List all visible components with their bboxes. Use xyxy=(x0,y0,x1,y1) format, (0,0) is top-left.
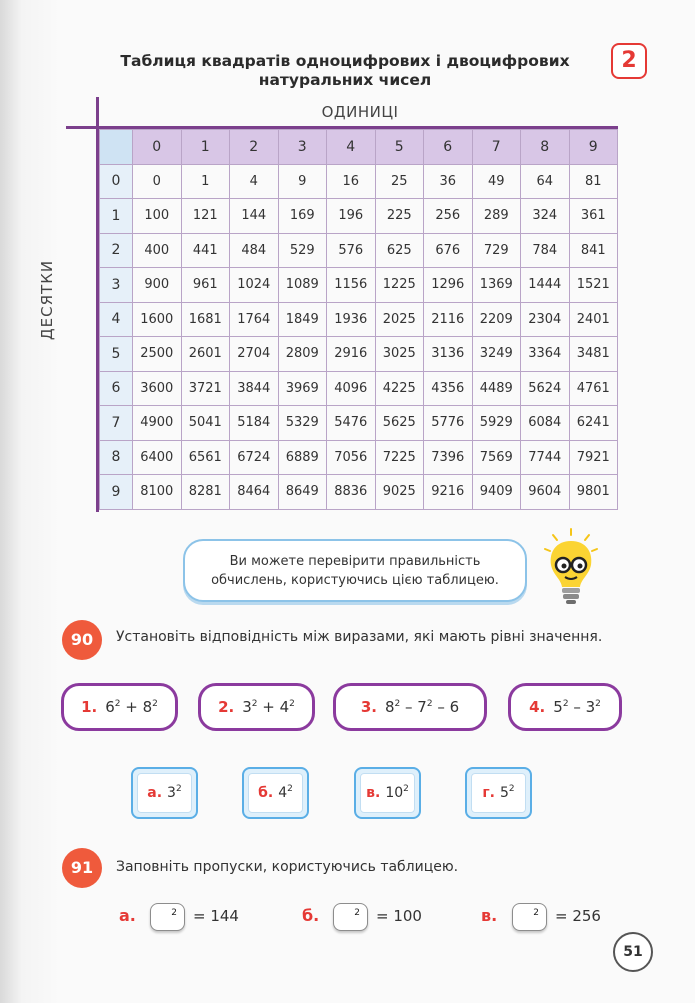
square-value-cell: 3136 xyxy=(424,337,473,372)
square-value-cell: 5329 xyxy=(278,406,327,441)
table-row xyxy=(100,371,618,406)
square-value-cell: 0 xyxy=(133,164,182,199)
square-value-cell: 5929 xyxy=(472,406,521,441)
lightbulb-icon xyxy=(541,527,601,607)
square-value-cell: 1024 xyxy=(230,268,279,303)
square-value-cell: 1681 xyxy=(181,302,230,337)
square-value-cell: 3025 xyxy=(375,337,424,372)
tens-header-cell: 7 xyxy=(100,406,133,441)
square-value-cell: 64 xyxy=(521,164,570,199)
units-header-cell: 3 xyxy=(278,130,327,165)
expression-number: 2. xyxy=(218,698,235,716)
square-value-cell: 1936 xyxy=(327,302,376,337)
square-value-cell: 5184 xyxy=(230,406,279,441)
square-value-cell: 2025 xyxy=(375,302,424,337)
square-value-cell: 225 xyxy=(375,199,424,234)
square-value-cell: 144 xyxy=(230,199,279,234)
page-number: 51 xyxy=(613,932,653,972)
square-value-cell: 5476 xyxy=(327,406,376,441)
square-value-cell: 441 xyxy=(181,233,230,268)
fill-result: = 100 xyxy=(376,907,422,925)
square-value-cell: 2401 xyxy=(569,302,618,337)
square-value-cell: 900 xyxy=(133,268,182,303)
square-value-cell: 9801 xyxy=(569,475,618,510)
square-value-cell: 8464 xyxy=(230,475,279,510)
square-value-cell: 1369 xyxy=(472,268,521,303)
task-91-number: 91 xyxy=(62,848,102,888)
answer-option-a[interactable]: а. $3^2$ xyxy=(131,767,198,819)
units-header-cell: 8 xyxy=(521,130,570,165)
table-row xyxy=(100,302,618,337)
square-value-cell: 3969 xyxy=(278,371,327,406)
square-value-cell: 7921 xyxy=(569,440,618,475)
tens-header-cell: 0 xyxy=(100,164,133,199)
square-value-cell: 4489 xyxy=(472,371,521,406)
square-value-cell: 2916 xyxy=(327,337,376,372)
square-value-cell: 625 xyxy=(375,233,424,268)
square-value-cell: 100 xyxy=(133,199,182,234)
square-value-cell: 6400 xyxy=(133,440,182,475)
fill-blank-a[interactable]: 2 xyxy=(150,903,185,931)
square-value-cell: 5625 xyxy=(375,406,424,441)
table-row xyxy=(100,337,618,372)
square-value-cell: 3364 xyxy=(521,337,570,372)
square-value-cell: 7056 xyxy=(327,440,376,475)
square-value-cell: 121 xyxy=(181,199,230,234)
title-line-2: натуральних чисел xyxy=(258,71,432,89)
square-value-cell: 256 xyxy=(424,199,473,234)
square-value-cell: 1296 xyxy=(424,268,473,303)
square-value-cell: 400 xyxy=(133,233,182,268)
square-value-cell: 1849 xyxy=(278,302,327,337)
fill-blank-b[interactable]: 2 xyxy=(333,903,368,931)
square-value-cell: 7396 xyxy=(424,440,473,475)
fill-blank-v[interactable]: 2 xyxy=(512,903,547,931)
square-value-cell: 5624 xyxy=(521,371,570,406)
square-value-cell: 6561 xyxy=(181,440,230,475)
square-value-cell: 169 xyxy=(278,199,327,234)
expression-number: 1. xyxy=(81,698,98,716)
square-value-cell: 2601 xyxy=(181,337,230,372)
square-value-cell: 4 xyxy=(230,164,279,199)
square-value-cell: 1156 xyxy=(327,268,376,303)
squares-table-body xyxy=(100,164,618,509)
square-value-cell: 841 xyxy=(569,233,618,268)
expression-number: 3. xyxy=(360,698,377,716)
tens-header-cell: 3 xyxy=(100,268,133,303)
table-row xyxy=(100,440,618,475)
tens-header-cell: 1 xyxy=(100,199,133,234)
square-value-cell: 6241 xyxy=(569,406,618,441)
square-value-cell: 9025 xyxy=(375,475,424,510)
square-value-cell: 961 xyxy=(181,268,230,303)
units-axis-label: ОДИНИЦІ xyxy=(321,103,399,121)
square-value-cell: 784 xyxy=(521,233,570,268)
square-value-cell: 6889 xyxy=(278,440,327,475)
square-value-cell: 1 xyxy=(181,164,230,199)
fill-item-letter: б. xyxy=(302,906,320,925)
square-value-cell: 4225 xyxy=(375,371,424,406)
units-header-cell: 4 xyxy=(327,130,376,165)
expression-4[interactable]: 4. $5^2 - 3^2$ xyxy=(508,683,622,731)
square-value-cell: 9 xyxy=(278,164,327,199)
square-value-cell: 9216 xyxy=(424,475,473,510)
squares-table xyxy=(99,129,618,510)
square-value-cell: 7225 xyxy=(375,440,424,475)
tens-header-cell: 2 xyxy=(100,233,133,268)
square-value-cell: 1089 xyxy=(278,268,327,303)
square-value-cell: 9409 xyxy=(472,475,521,510)
square-value-cell: 7744 xyxy=(521,440,570,475)
page-title xyxy=(90,52,600,90)
square-value-cell: 361 xyxy=(569,199,618,234)
task-90-text: Установіть відповідність між виразами, які мають рівні значення. xyxy=(116,629,603,645)
square-value-cell: 729 xyxy=(472,233,521,268)
square-value-cell: 3721 xyxy=(181,371,230,406)
square-value-cell: 7569 xyxy=(472,440,521,475)
table-row xyxy=(100,164,618,199)
units-header-cell: 5 xyxy=(375,130,424,165)
square-value-cell: 289 xyxy=(472,199,521,234)
square-value-cell: 4356 xyxy=(424,371,473,406)
task-90-number: 90 xyxy=(62,620,102,660)
square-value-cell: 5776 xyxy=(424,406,473,441)
square-value-cell: 1600 xyxy=(133,302,182,337)
title-line-1: Таблиця квадратів одноцифрових і двоцифрових xyxy=(120,52,570,70)
square-value-cell: 2209 xyxy=(472,302,521,337)
expression-2[interactable]: 2. $3^2 + 4^2$ xyxy=(198,683,315,731)
fill-result: = 144 xyxy=(193,907,239,925)
tens-header-cell: 8 xyxy=(100,440,133,475)
expression-1[interactable]: 1. $6^2 + 8^2$ xyxy=(61,683,178,731)
square-value-cell: 324 xyxy=(521,199,570,234)
units-header-cell: 9 xyxy=(569,130,618,165)
square-value-cell: 2116 xyxy=(424,302,473,337)
table-corner-cell xyxy=(100,130,133,165)
square-value-cell: 6084 xyxy=(521,406,570,441)
square-value-cell: 6724 xyxy=(230,440,279,475)
units-header-cell: 0 xyxy=(133,130,182,165)
square-value-cell: 2809 xyxy=(278,337,327,372)
answer-option-g[interactable]: г. $5^2$ xyxy=(465,767,532,819)
units-header-row xyxy=(100,130,618,165)
tens-header-cell: 5 xyxy=(100,337,133,372)
square-value-cell: 4900 xyxy=(133,406,182,441)
square-value-cell: 8100 xyxy=(133,475,182,510)
square-value-cell: 81 xyxy=(569,164,618,199)
units-header-cell: 6 xyxy=(424,130,473,165)
square-value-cell: 3844 xyxy=(230,371,279,406)
square-value-cell: 2500 xyxy=(133,337,182,372)
square-value-cell: 2704 xyxy=(230,337,279,372)
square-value-cell: 8281 xyxy=(181,475,230,510)
square-value-cell: 1444 xyxy=(521,268,570,303)
hint-line-2: обчислень, користуючись цією таблицею. xyxy=(211,573,499,588)
square-value-cell: 1521 xyxy=(569,268,618,303)
square-value-cell: 4761 xyxy=(569,371,618,406)
task-91-text: Заповніть пропуски, користуючись таблицею. xyxy=(116,859,459,875)
tens-axis-label: ДЕСЯТКИ xyxy=(38,259,56,341)
answer-option-b[interactable]: б. $4^2$ xyxy=(242,767,309,819)
answer-option-v[interactable]: в. $10^2$ xyxy=(354,767,421,819)
chapter-badge: 2 xyxy=(611,43,647,79)
tens-header-cell: 4 xyxy=(100,302,133,337)
table-row xyxy=(100,199,618,234)
fill-item-letter: а. xyxy=(119,906,136,925)
square-value-cell: 196 xyxy=(327,199,376,234)
fill-result: = 256 xyxy=(555,907,601,925)
square-value-cell: 2304 xyxy=(521,302,570,337)
square-value-cell: 8649 xyxy=(278,475,327,510)
units-header-cell: 7 xyxy=(472,130,521,165)
table-row xyxy=(100,233,618,268)
hint-line-1: Ви можете перевірити правильність xyxy=(229,554,481,569)
units-header-cell: 2 xyxy=(230,130,279,165)
square-value-cell: 25 xyxy=(375,164,424,199)
square-value-cell: 3600 xyxy=(133,371,182,406)
square-value-cell: 529 xyxy=(278,233,327,268)
square-value-cell: 3249 xyxy=(472,337,521,372)
square-value-cell: 676 xyxy=(424,233,473,268)
square-value-cell: 8836 xyxy=(327,475,376,510)
square-value-cell: 36 xyxy=(424,164,473,199)
tens-header-cell: 6 xyxy=(100,371,133,406)
expression-number: 4. xyxy=(529,698,546,716)
square-value-cell: 5041 xyxy=(181,406,230,441)
tens-header-cell: 9 xyxy=(100,475,133,510)
hint-bubble xyxy=(183,539,527,602)
square-value-cell: 576 xyxy=(327,233,376,268)
table-row xyxy=(100,268,618,303)
square-value-cell: 1225 xyxy=(375,268,424,303)
fill-item-letter: в. xyxy=(481,906,498,925)
square-value-cell: 1764 xyxy=(230,302,279,337)
square-value-cell: 16 xyxy=(327,164,376,199)
square-value-cell: 49 xyxy=(472,164,521,199)
square-value-cell: 3481 xyxy=(569,337,618,372)
table-row xyxy=(100,475,618,510)
units-header-cell: 1 xyxy=(181,130,230,165)
square-value-cell: 484 xyxy=(230,233,279,268)
square-value-cell: 4096 xyxy=(327,371,376,406)
expression-3[interactable]: 3. $8^2 - 7^2 - 6$ xyxy=(333,683,487,731)
square-value-cell: 9604 xyxy=(521,475,570,510)
table-row xyxy=(100,406,618,441)
